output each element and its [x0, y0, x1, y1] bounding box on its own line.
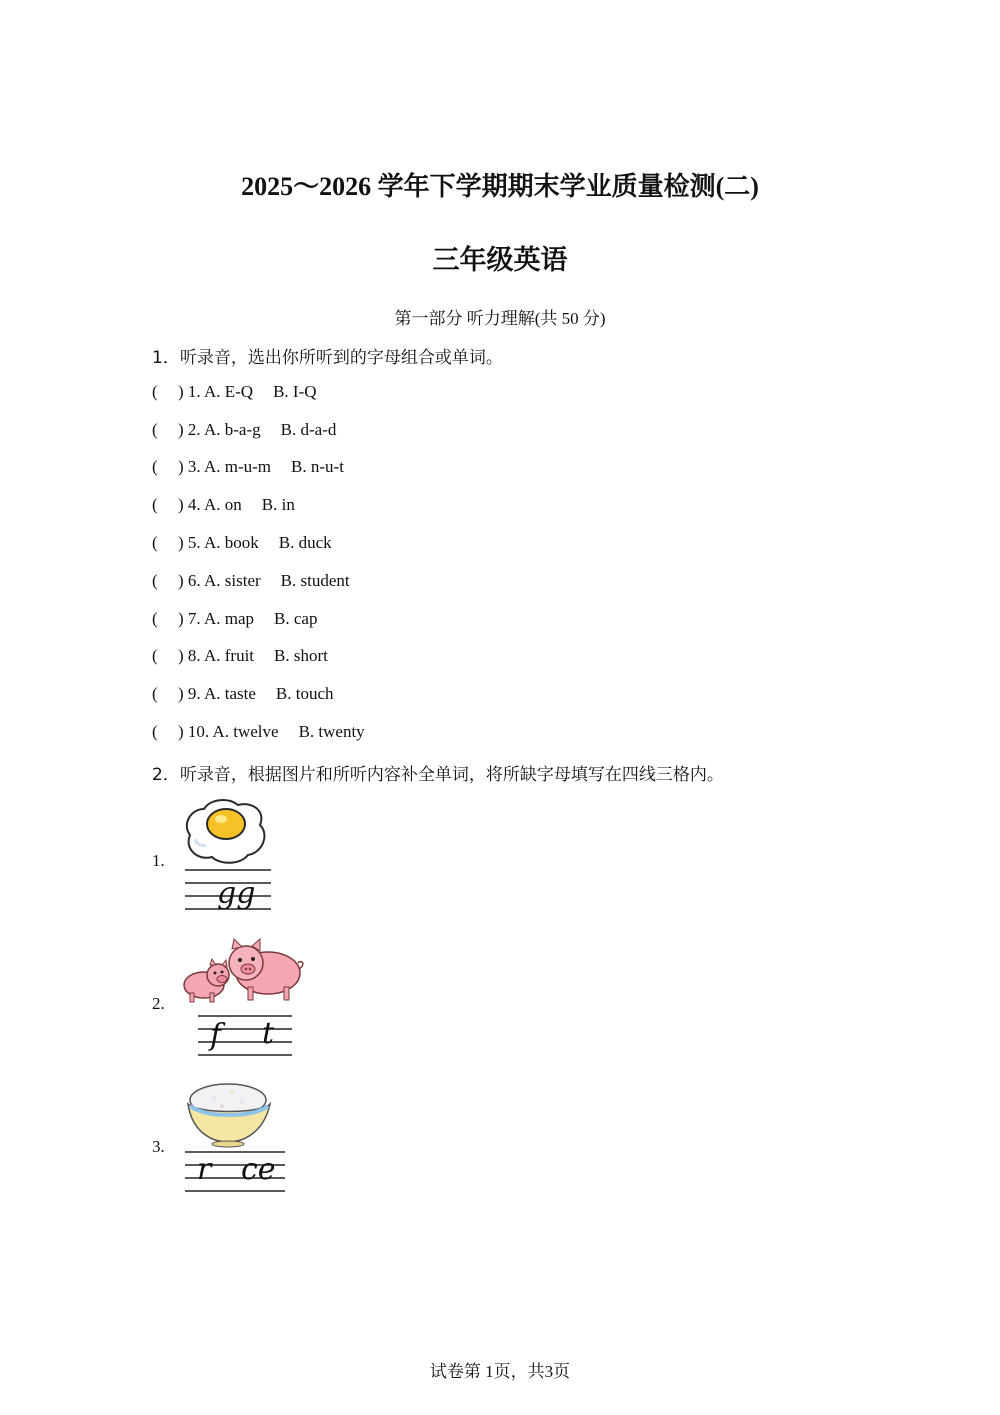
- handwritten-letters: t: [262, 1016, 275, 1051]
- list-item: ( ) 4. A. on B. in: [152, 495, 295, 514]
- question-2-item-number: 3.: [152, 1137, 165, 1156]
- list-item: ( ) 1. A. E-Q B. I-Q: [152, 382, 317, 401]
- handwritten-letters: r: [197, 1152, 212, 1187]
- list-item: ( ) 10. A. twelve B. twenty: [152, 722, 365, 741]
- list-item: ( ) 9. A. taste B. touch: [152, 684, 334, 703]
- fried-egg-picture: [180, 797, 270, 867]
- list-item: ( ) 5. A. book B. duck: [152, 533, 332, 552]
- four-line-grid: [183, 866, 273, 916]
- question-2-item-number: 2.: [152, 994, 165, 1013]
- question-2-instruction: 2．听录音，根据图片和所听内容补全单词，将所缺字母填写在四线三格内。: [152, 765, 724, 785]
- page-footer: 试卷第 1页，共3页: [429, 1362, 571, 1381]
- list-item: ( ) 7. A. map B. cap: [152, 609, 318, 628]
- four-line-grid: [196, 1012, 296, 1062]
- page-subtitle: 三年级英语: [432, 245, 568, 276]
- handwritten-letters: f: [210, 1018, 222, 1053]
- list-item: ( ) 3. A. m-u-m B. n-u-t: [152, 457, 344, 476]
- list-item: ( ) 8. A. fruit B. short: [152, 646, 328, 665]
- list-item: ( ) 6. A. sister B. student: [152, 571, 350, 590]
- page-title: 2025～2026 学年下学期期末学业质量检测(二): [241, 172, 759, 201]
- question-2-item-number: 1.: [152, 851, 165, 870]
- handwritten-letters: ce: [241, 1152, 276, 1187]
- question-1-instruction: 1．听录音，选出你所听到的字母组合或单词。: [152, 348, 503, 368]
- four-line-grid: [183, 1148, 289, 1198]
- rice-bowl-picture: [184, 1076, 276, 1148]
- list-item: ( ) 2. A. b-a-g B. d-a-d: [152, 420, 337, 439]
- handwritten-letters: gg: [217, 876, 256, 911]
- pigs-picture: [180, 935, 305, 1005]
- section-heading: 第一部分 听力理解(共 50 分): [394, 309, 606, 328]
